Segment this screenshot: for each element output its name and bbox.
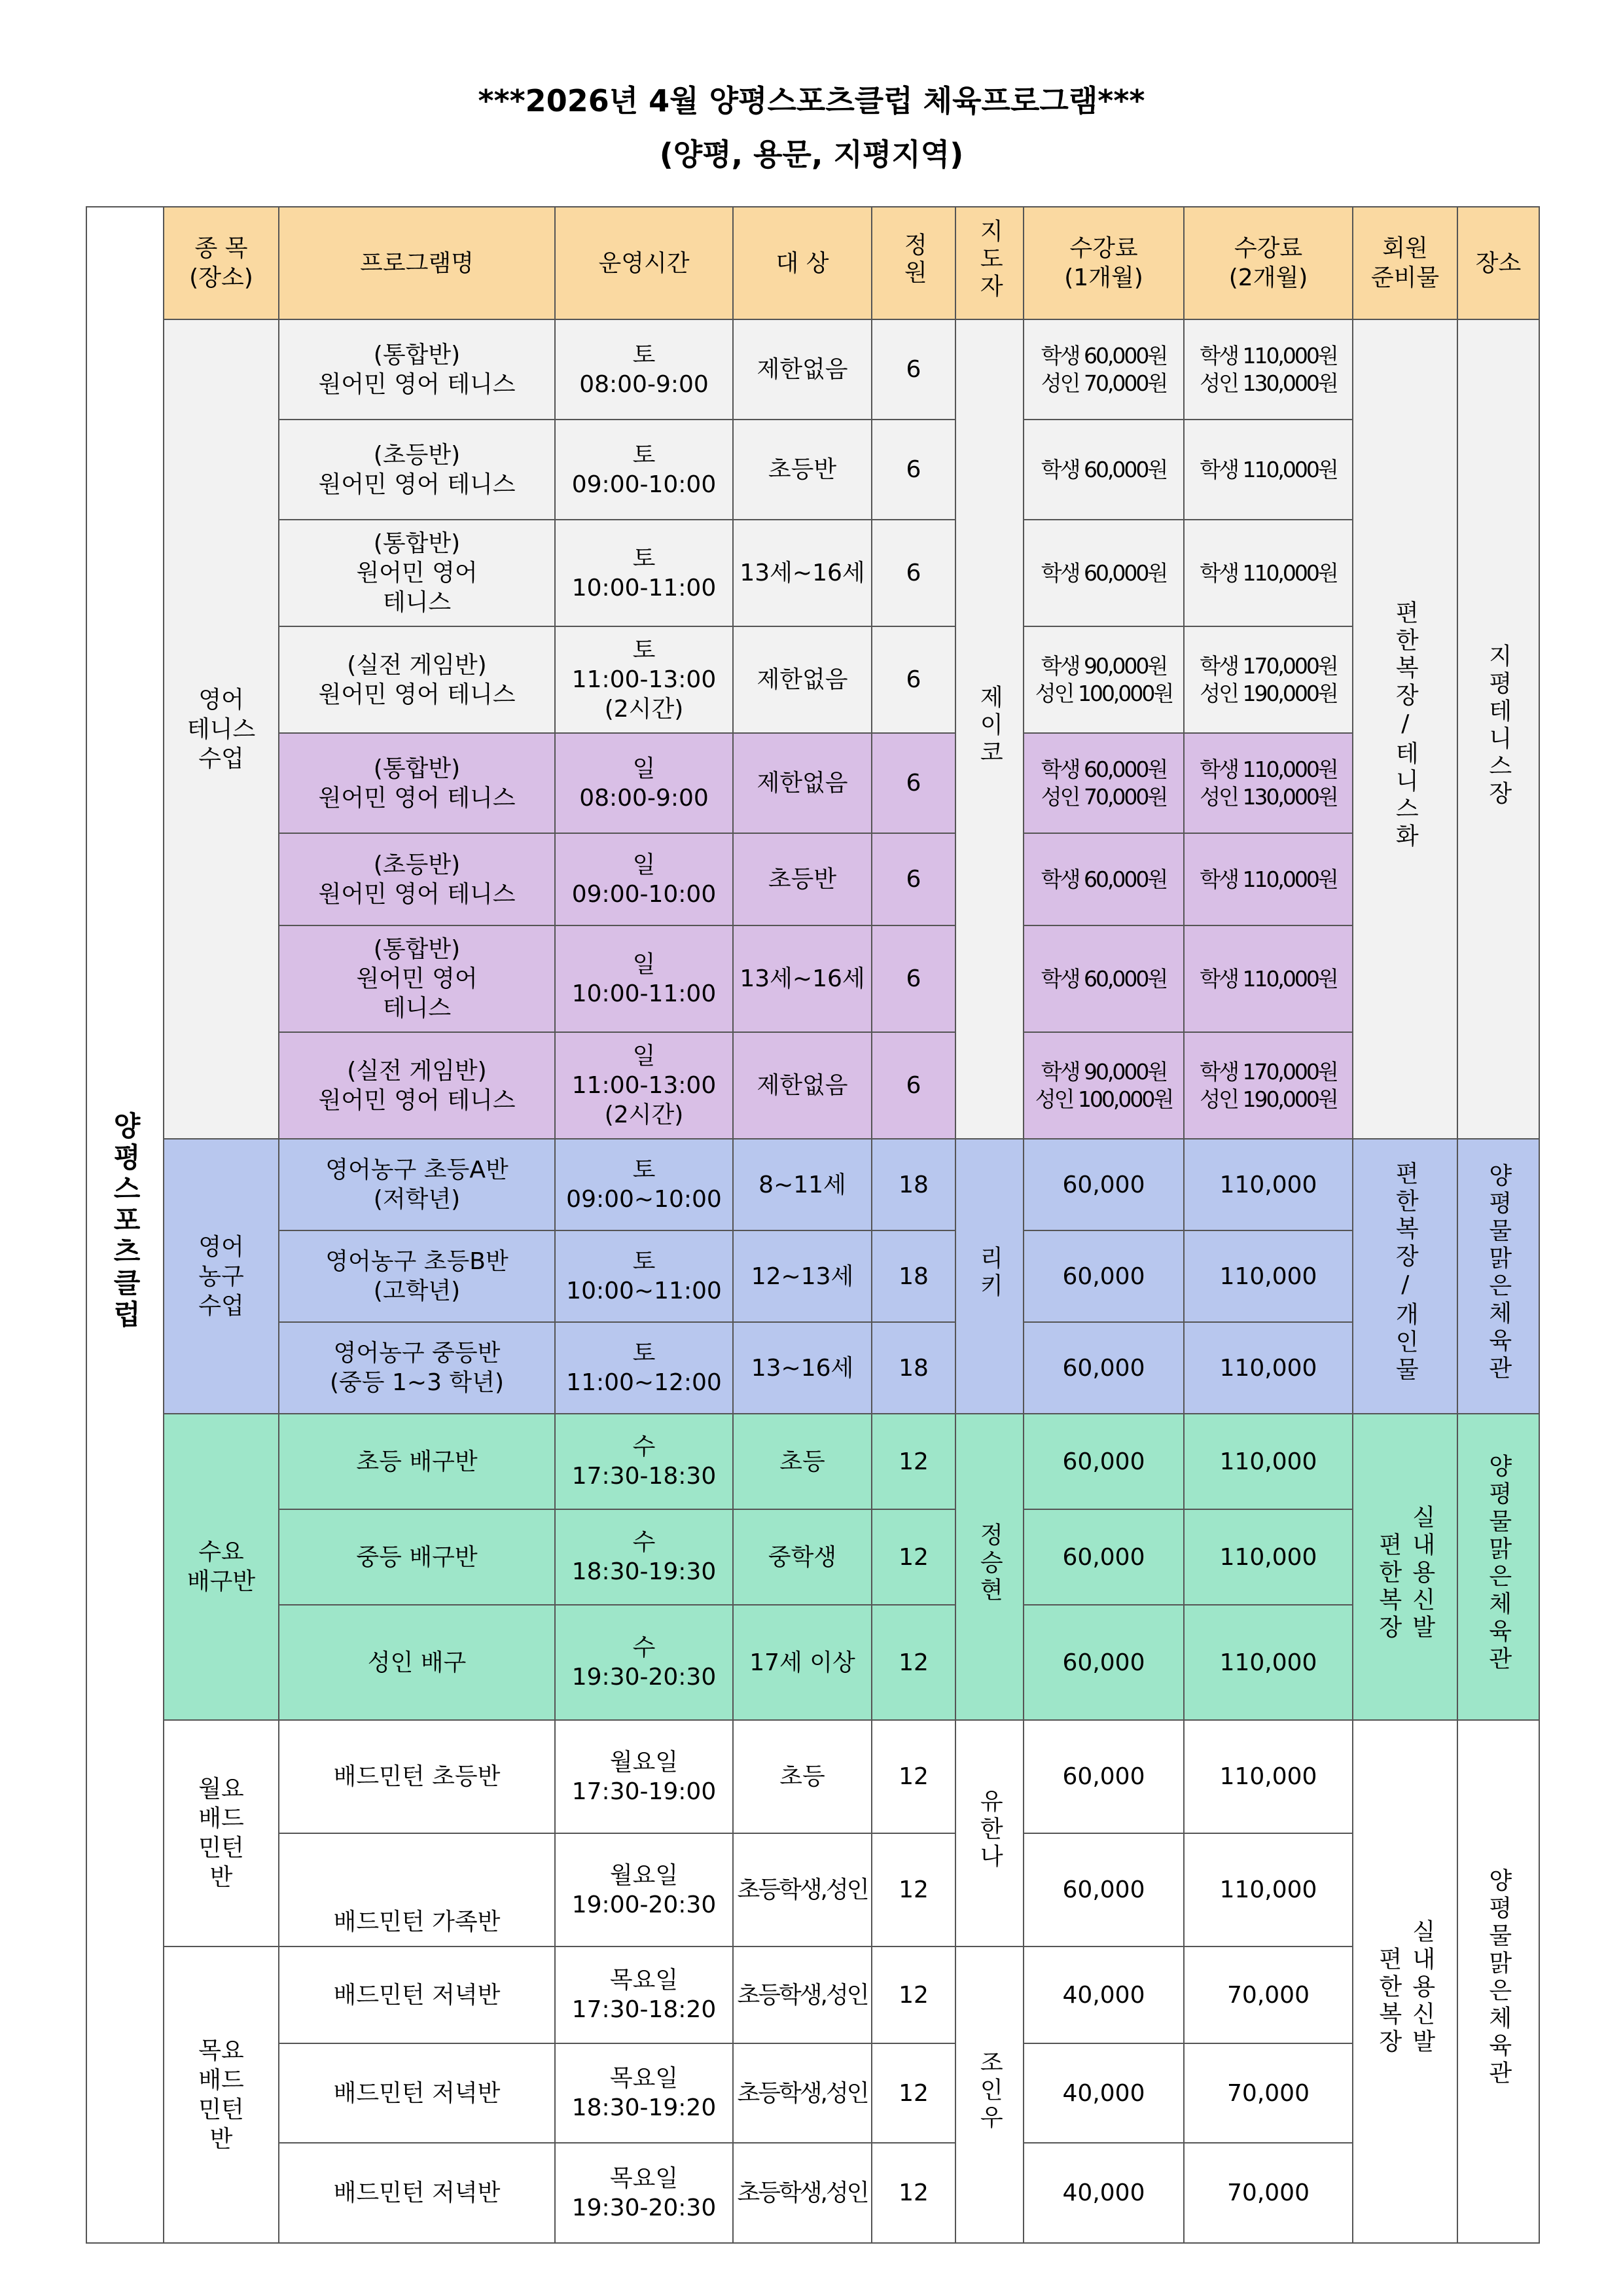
table-row	[86, 1032, 1539, 1139]
fee1-cell: 60,000	[1024, 1230, 1184, 1322]
target-cell: 초등학생,성인	[733, 1946, 872, 2043]
table-row	[86, 520, 1539, 626]
capacity-cell: 6	[872, 1032, 955, 1139]
target-cell: 초등학생,성인	[733, 2043, 872, 2143]
fee1-cell: 40,000	[1024, 2043, 1184, 2143]
club-name-cell	[86, 207, 164, 2243]
program-cell: 영어농구 초등B반 (고학년)	[279, 1230, 555, 1322]
target-cell: 초등학생,성인	[733, 2143, 872, 2243]
time-cell: 일 09:00-10:00	[555, 833, 733, 925]
time-cell: 일 11:00-13:00 (2시간)	[555, 1032, 733, 1139]
fee1-cell: 40,000	[1024, 1946, 1184, 2043]
fee1-cell: 60,000	[1024, 1720, 1184, 1833]
fee2-cell: 110,000	[1184, 1322, 1353, 1414]
fee2-cell: 110,000	[1184, 1720, 1353, 1833]
header-category: 종 목 (장소)	[164, 207, 279, 319]
fee2-cell: 학생 110,000원 성인 130,000원	[1184, 733, 1353, 833]
page-title: ***2026년 4월 양평스포츠클럽 체육프로그램***	[478, 83, 1145, 118]
table-row	[86, 1833, 1539, 1946]
fee2-cell: 학생 110,000원	[1184, 925, 1353, 1032]
header-row	[86, 207, 1539, 319]
time-cell: 토 10:00~11:00	[555, 1230, 733, 1322]
time-cell: 토 09:00-10:00	[555, 420, 733, 520]
time-cell: 수 19:30-20:30	[555, 1605, 733, 1720]
fee1-cell: 학생 60,000원 성인 70,000원	[1024, 733, 1184, 833]
table-row	[86, 1720, 1539, 1833]
program-cell: 성인 배구	[279, 1605, 555, 1720]
target-cell: 초등반	[733, 833, 872, 925]
prep-tennis: 편한복장/테니스화	[1353, 319, 1457, 1139]
header-fee1: 수강료 (1개월)	[1024, 207, 1184, 319]
time-cell: 일 10:00-11:00	[555, 925, 733, 1032]
table-row	[86, 1322, 1539, 1414]
category-tennis: 영어 테니스 수업	[164, 319, 279, 1139]
capacity-cell: 12	[872, 1509, 955, 1605]
table-row	[86, 733, 1539, 833]
program-cell: 배드민턴 가족반	[279, 1833, 555, 1946]
time-cell: 수 17:30-18:30	[555, 1414, 733, 1509]
program-cell: 배드민턴 저녁반	[279, 2143, 555, 2243]
time-cell: 토 11:00-13:00 (2시간)	[555, 626, 733, 733]
fee2-cell: 70,000	[1184, 2043, 1353, 2143]
capacity-cell: 12	[872, 1946, 955, 2043]
fee1-cell: 학생 60,000원	[1024, 833, 1184, 925]
header-place: 장소	[1457, 207, 1539, 319]
place-tennis: 지평테니스장	[1457, 319, 1539, 1139]
prep-volleyball: 편한복장 실내용신발	[1353, 1414, 1457, 1720]
table-row	[86, 420, 1539, 520]
fee2-cell: 학생 110,000원	[1184, 420, 1353, 520]
capacity-cell: 6	[872, 520, 955, 626]
prep-badminton: 편한복장 실내용신발	[1353, 1720, 1457, 2243]
time-cell: 목요일 19:30-20:30	[555, 2143, 733, 2243]
fee2-cell: 110,000	[1184, 1509, 1353, 1605]
header-capacity: 정원	[872, 207, 955, 319]
capacity-cell: 12	[872, 2143, 955, 2243]
header-prep: 회원 준비물	[1353, 207, 1457, 319]
time-cell: 토 08:00-9:00	[555, 319, 733, 420]
instructor-volleyball: 정승현	[955, 1414, 1024, 1720]
time-cell: 월요일 19:00-20:30	[555, 1833, 733, 1946]
time-cell: 일 08:00-9:00	[555, 733, 733, 833]
header-time: 운영시간	[555, 207, 733, 319]
capacity-cell: 12	[872, 1833, 955, 1946]
target-cell: 13~16세	[733, 1322, 872, 1414]
program-cell: 영어농구 중등반 (중등 1~3 학년)	[279, 1322, 555, 1414]
table-row	[86, 1230, 1539, 1322]
place-basketball: 양평물맑은체육관	[1457, 1139, 1539, 1414]
program-cell: 배드민턴 초등반	[279, 1720, 555, 1833]
capacity-cell: 18	[872, 1139, 955, 1230]
program-cell: 배드민턴 저녁반	[279, 2043, 555, 2143]
fee1-cell: 학생 90,000원 성인 100,000원	[1024, 1032, 1184, 1139]
header-target: 대 상	[733, 207, 872, 319]
instructor-basketball: 리키	[955, 1139, 1024, 1414]
target-cell: 제한없음	[733, 319, 872, 420]
fee1-cell: 학생 60,000원	[1024, 520, 1184, 626]
target-cell: 초등	[733, 1720, 872, 1833]
table-row	[86, 2043, 1539, 2143]
table-row	[86, 319, 1539, 420]
target-cell: 초등	[733, 1414, 872, 1509]
time-cell: 토 11:00~12:00	[555, 1322, 733, 1414]
target-cell: 제한없음	[733, 733, 872, 833]
program-cell: 초등 배구반	[279, 1414, 555, 1509]
fee1-cell: 60,000	[1024, 1139, 1184, 1230]
program-cell: (초등반) 원어민 영어 테니스	[279, 833, 555, 925]
capacity-cell: 6	[872, 626, 955, 733]
time-cell: 토 10:00-11:00	[555, 520, 733, 626]
fee2-cell: 110,000	[1184, 1230, 1353, 1322]
program-cell: (통합반) 원어민 영어 테니스	[279, 319, 555, 420]
category-badminton-thu: 목요 배드 민턴 반	[164, 1946, 279, 2243]
category-volleyball: 수요 배구반	[164, 1414, 279, 1720]
table-row	[86, 1414, 1539, 1509]
target-cell: 12~13세	[733, 1230, 872, 1322]
capacity-cell: 12	[872, 1605, 955, 1720]
target-cell: 13세~16세	[733, 520, 872, 626]
fee2-cell: 110,000	[1184, 1833, 1353, 1946]
fee2-cell: 70,000	[1184, 2143, 1353, 2243]
capacity-cell: 12	[872, 2043, 955, 2143]
category-basketball: 영어 농구 수업	[164, 1139, 279, 1414]
target-cell: 17세 이상	[733, 1605, 872, 1720]
program-cell: (통합반) 원어민 영어 테니스	[279, 520, 555, 626]
target-cell: 초등반	[733, 420, 872, 520]
instructor-badminton-mon: 유한나	[955, 1720, 1024, 1946]
fee2-cell: 70,000	[1184, 1946, 1353, 2043]
target-cell: 초등학생,성인	[733, 1833, 872, 1946]
target-cell: 제한없음	[733, 1032, 872, 1139]
capacity-cell: 18	[872, 1230, 955, 1322]
page-subtitle: (양평, 용문, 지평지역)	[659, 137, 964, 172]
capacity-cell: 12	[872, 1414, 955, 1509]
program-cell: 중등 배구반	[279, 1509, 555, 1605]
table-row	[86, 1605, 1539, 1720]
target-cell: 13세~16세	[733, 925, 872, 1032]
capacity-cell: 12	[872, 1720, 955, 1833]
program-cell: (통합반) 원어민 영어 테니스	[279, 925, 555, 1032]
fee1-cell: 60,000	[1024, 1833, 1184, 1946]
fee2-cell: 학생 170,000원 성인 190,000원	[1184, 1032, 1353, 1139]
fee2-cell: 학생 110,000원	[1184, 520, 1353, 626]
club-name: 양평스포츠클럽	[109, 1111, 142, 1331]
target-cell: 제한없음	[733, 626, 872, 733]
fee1-cell: 학생 90,000원 성인 100,000원	[1024, 626, 1184, 733]
time-cell: 토 09:00~10:00	[555, 1139, 733, 1230]
capacity-cell: 6	[872, 319, 955, 420]
program-cell: (실전 게임반) 원어민 영어 테니스	[279, 1032, 555, 1139]
place-badminton: 양평물맑은체육관	[1457, 1720, 1539, 2243]
fee1-cell: 학생 60,000원	[1024, 420, 1184, 520]
header-instructor: 지도자	[955, 207, 1024, 319]
table-row	[86, 1139, 1539, 1230]
category-badminton-mon: 월요 배드 민턴 반	[164, 1720, 279, 1946]
fee1-cell: 60,000	[1024, 1509, 1184, 1605]
fee1-cell: 학생 60,000원	[1024, 925, 1184, 1032]
time-cell: 월요일 17:30-19:00	[555, 1720, 733, 1833]
program-cell: (실전 게임반) 원어민 영어 테니스	[279, 626, 555, 733]
table-row	[86, 1509, 1539, 1605]
time-cell: 수 18:30-19:30	[555, 1509, 733, 1605]
header-program: 프로그램명	[279, 207, 555, 319]
fee2-cell: 110,000	[1184, 1414, 1353, 1509]
target-cell: 중학생	[733, 1509, 872, 1605]
fee2-cell: 학생 170,000원 성인 190,000원	[1184, 626, 1353, 733]
table-row	[86, 2143, 1539, 2243]
capacity-cell: 6	[872, 925, 955, 1032]
fee1-cell: 40,000	[1024, 2143, 1184, 2243]
capacity-cell: 6	[872, 733, 955, 833]
table-row	[86, 626, 1539, 733]
fee2-cell: 학생 110,000원	[1184, 833, 1353, 925]
time-cell: 목요일 17:30-18:20	[555, 1946, 733, 2043]
fee2-cell: 110,000	[1184, 1605, 1353, 1720]
header-fee2: 수강료 (2개월)	[1184, 207, 1353, 319]
fee1-cell: 학생 60,000원 성인 70,000원	[1024, 319, 1184, 420]
fee2-cell: 학생 110,000원 성인 130,000원	[1184, 319, 1353, 420]
target-cell: 8~11세	[733, 1139, 872, 1230]
time-cell: 목요일 18:30-19:20	[555, 2043, 733, 2143]
fee1-cell: 60,000	[1024, 1414, 1184, 1509]
program-cell: 배드민턴 저녁반	[279, 1946, 555, 2043]
prep-basketball: 편한복장/개인물	[1353, 1139, 1457, 1414]
fee1-cell: 60,000	[1024, 1605, 1184, 1720]
capacity-cell: 6	[872, 420, 955, 520]
place-volleyball: 양평물맑은체육관	[1457, 1414, 1539, 1720]
capacity-cell: 6	[872, 833, 955, 925]
capacity-cell: 18	[872, 1322, 955, 1414]
instructor-badminton-thu: 조인우	[955, 1946, 1024, 2243]
instructor-tennis: 제이코	[955, 319, 1024, 1139]
fee1-cell: 60,000	[1024, 1322, 1184, 1414]
table-row	[86, 925, 1539, 1032]
program-cell: 영어농구 초등A반 (저학년)	[279, 1139, 555, 1230]
program-cell: (통합반) 원어민 영어 테니스	[279, 733, 555, 833]
program-table	[86, 206, 1540, 2244]
table-row	[86, 1946, 1539, 2043]
program-cell: (초등반) 원어민 영어 테니스	[279, 420, 555, 520]
table-row	[86, 833, 1539, 925]
fee2-cell: 110,000	[1184, 1139, 1353, 1230]
